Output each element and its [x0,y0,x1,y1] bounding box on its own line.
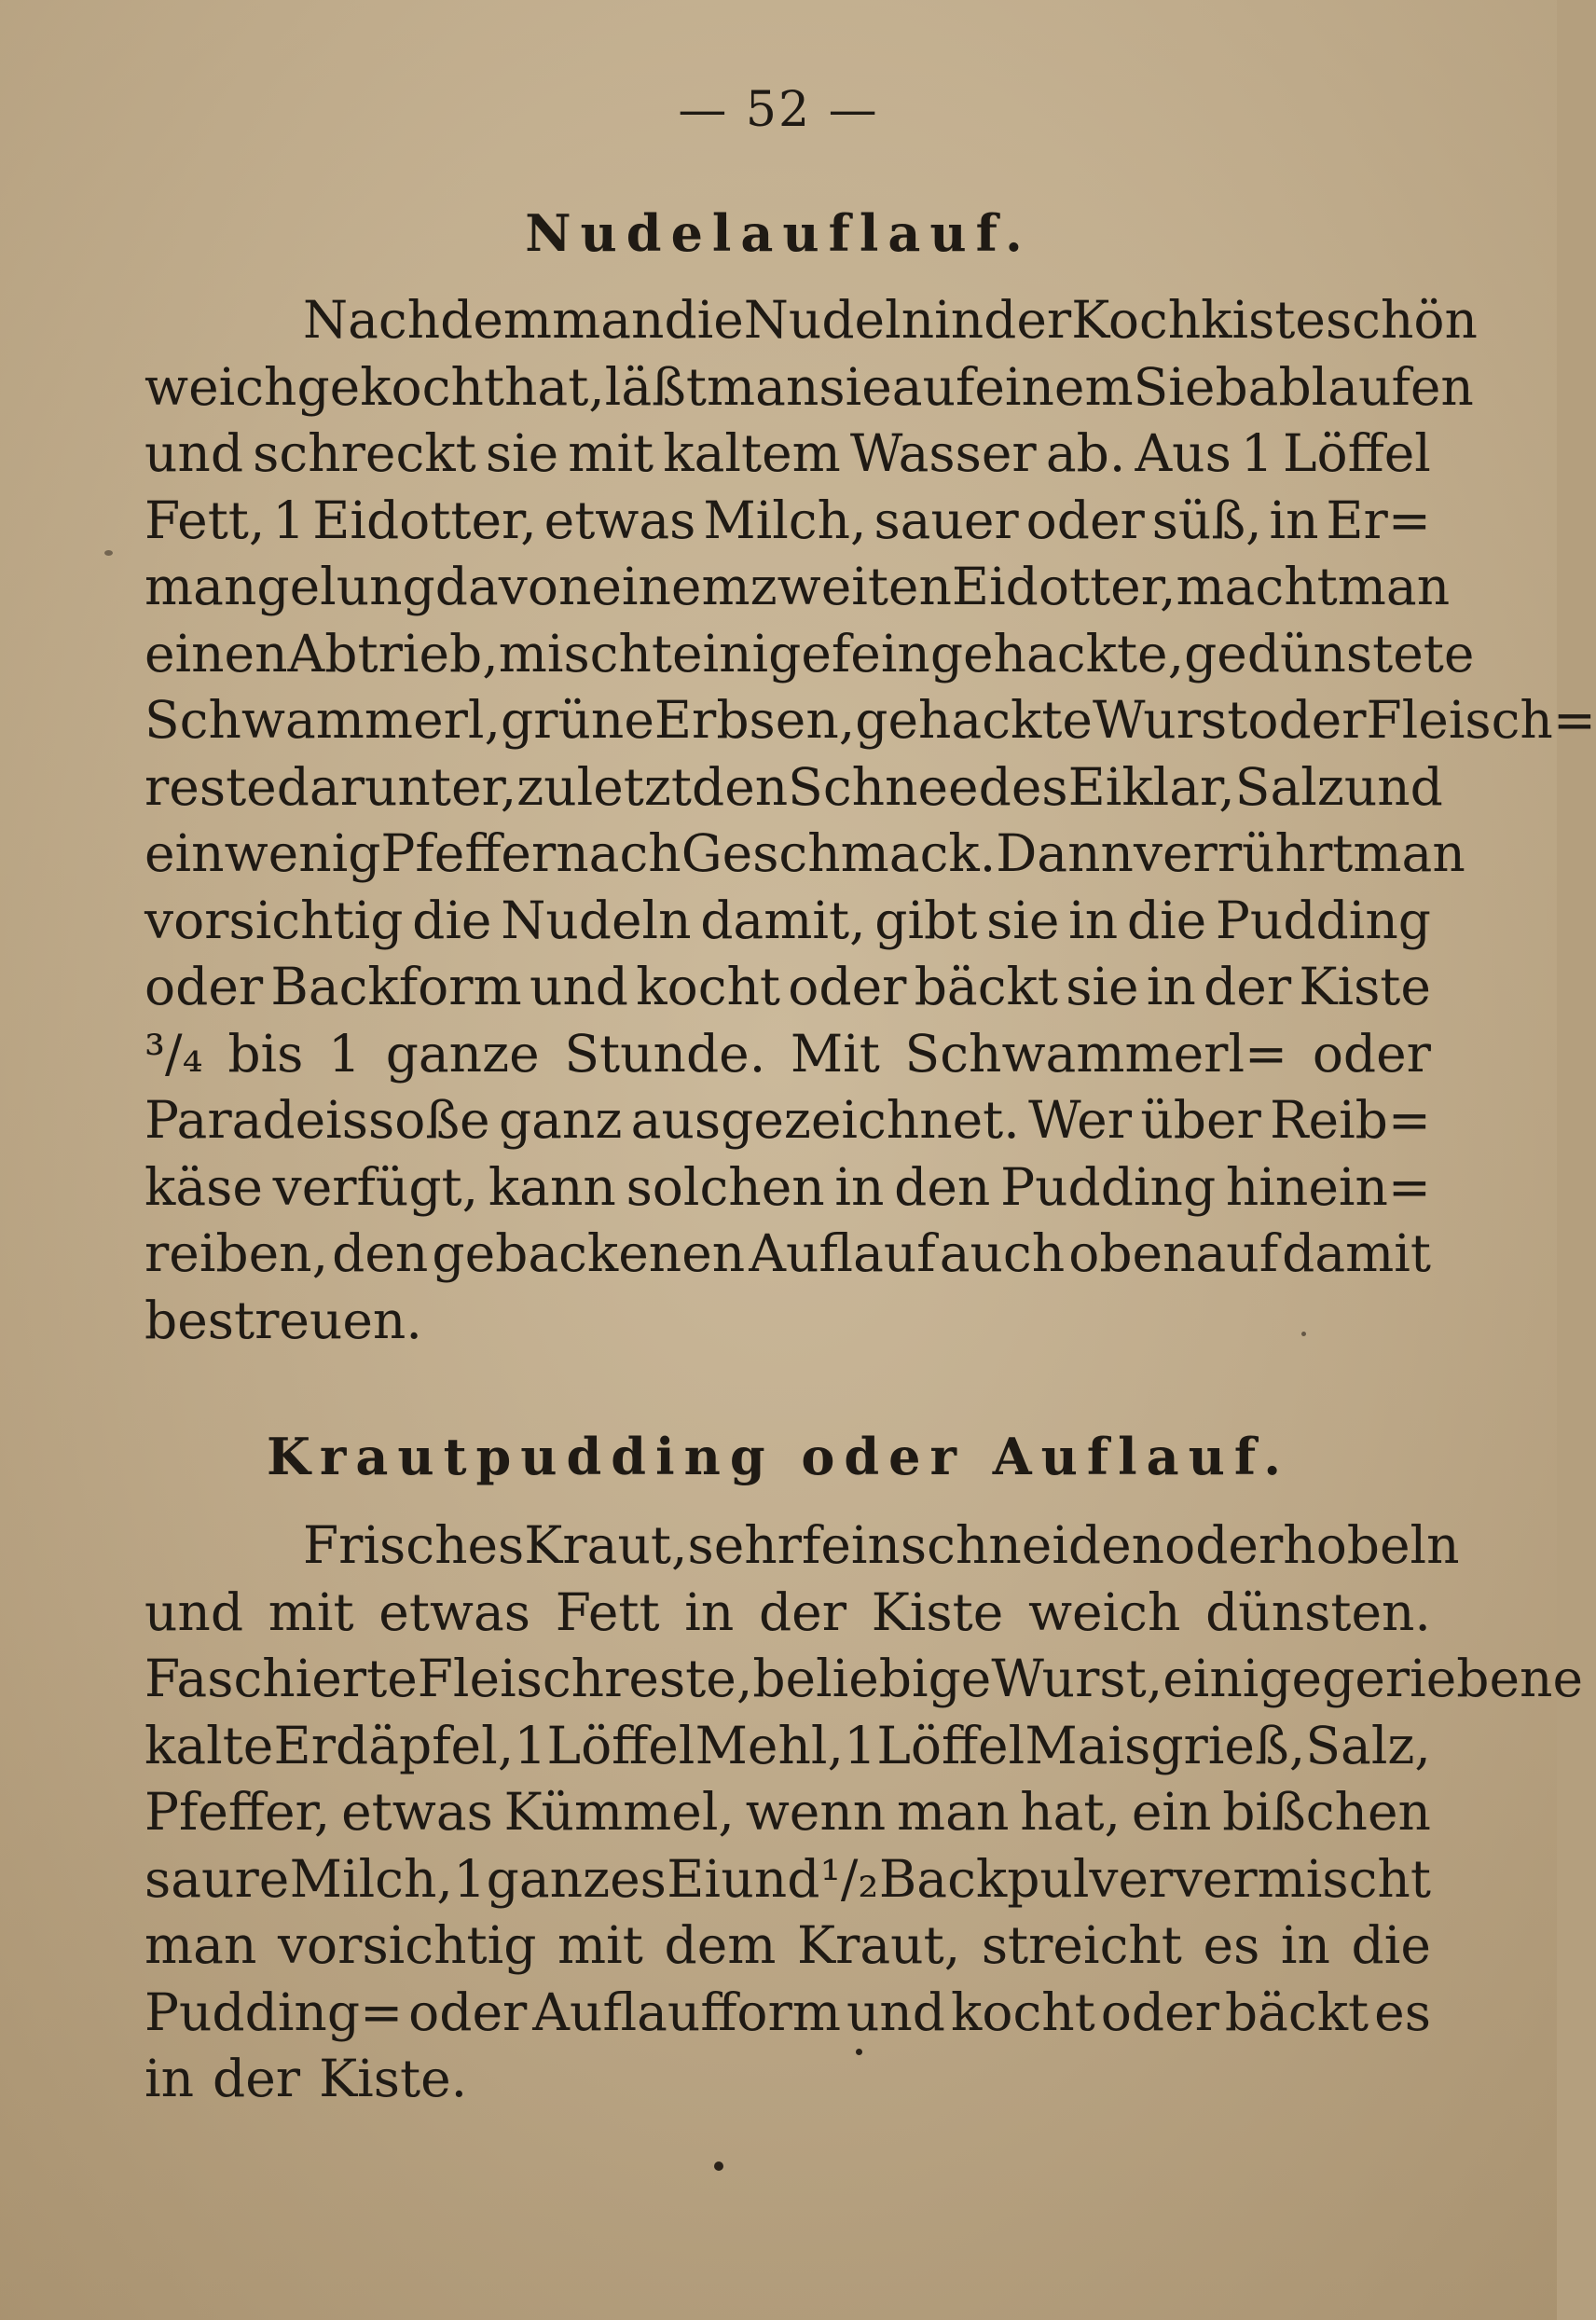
text-line: kalte Erdäpfel, 1 Löffel Mehl, 1 Löffel Maisgrieß, Salz, [144,1715,1431,1775]
text-line: in der Kiste. [144,2049,468,2108]
text-line: mangelung davon einem zweiten Eidotter, macht man [144,557,1451,616]
recipe-heading-krautpudding: Krautpudding oder Auflauf. [266,1427,1291,1486]
paper-speck [104,550,113,556]
text-line: ³/₄ bis 1 ganze Stunde. Mit Schwammerl= oder [144,1023,1431,1084]
text-line: Nachdem man die Nudeln in der Kochkiste schön [303,290,1478,350]
text-line: Paradeissoße ganz ausgezeichnet. Wer über Reib= [144,1090,1431,1150]
text-line: Frisches Kraut, sehr fein schneiden oder hobeln [303,1515,1460,1575]
text-line: und schreckt sie mit kaltem Wasser ab. Aus 1 Löffel [144,423,1431,483]
page-number: — 52 — [678,82,879,138]
recipe-text-nudelauflauf [144,287,1596,1354]
recipe-text-krautpudding [144,1512,1584,2113]
text-line: Pudding= oder Auflaufform und kocht oder bäckt es [144,1982,1431,2042]
text-line: weich gekocht hat, läßt man sie auf einem Sieb ablaufen [144,356,1474,417]
paper-speck [714,2161,723,2171]
recipe-heading-nudelauflauf: Nudelauflauf. [525,203,1032,263]
text-line: man vorsichtig mit dem Kraut, streicht es in die [144,1915,1431,1975]
paper-speck [1301,1332,1306,1336]
text-line: oder Backform und kocht oder bäckt sie in der Kiste [144,957,1431,1016]
text-line: Schwammerl, grüne Erbsen, gehackte Wurst oder Fleisch= [144,690,1596,750]
text-line: reiben, den gebackenen Auflauf auch obenauf damit [144,1223,1431,1283]
text-line: ein wenig Pfeffer nach Geschmack. Dann verrührt man [144,823,1465,883]
text-line: vorsichtig die Nudeln damit, gibt sie in die Pudding [144,890,1431,950]
text-line: bestreuen. [144,1290,422,1350]
text-line: saure Milch, 1 ganzes Ei und ¹/₂ Backpulver vermischt [144,1848,1431,1909]
text-line: und mit etwas Fett in der Kiste weich dünsten. [144,1581,1431,1642]
text-line: einen Abtrieb, mischt einige feingehackte, gedünstete [144,623,1475,684]
text-line: reste darunter, zuletzt den Schnee des Eiklar, Salz und [144,756,1443,817]
text-line: Fett, 1 Eidotter, etwas Milch, sauer oder süß, in Er= [144,490,1431,550]
text-line: Faschierte Fleischreste, beliebige Wurst, einige geriebene [144,1649,1584,1708]
text-line: käse verfügt, kann solchen in den Pudding hinein= [144,1156,1431,1217]
paper-speck [856,2049,862,2055]
text-line: Pfeffer, etwas Kümmel, wenn man hat, ein bißchen [144,1782,1431,1842]
